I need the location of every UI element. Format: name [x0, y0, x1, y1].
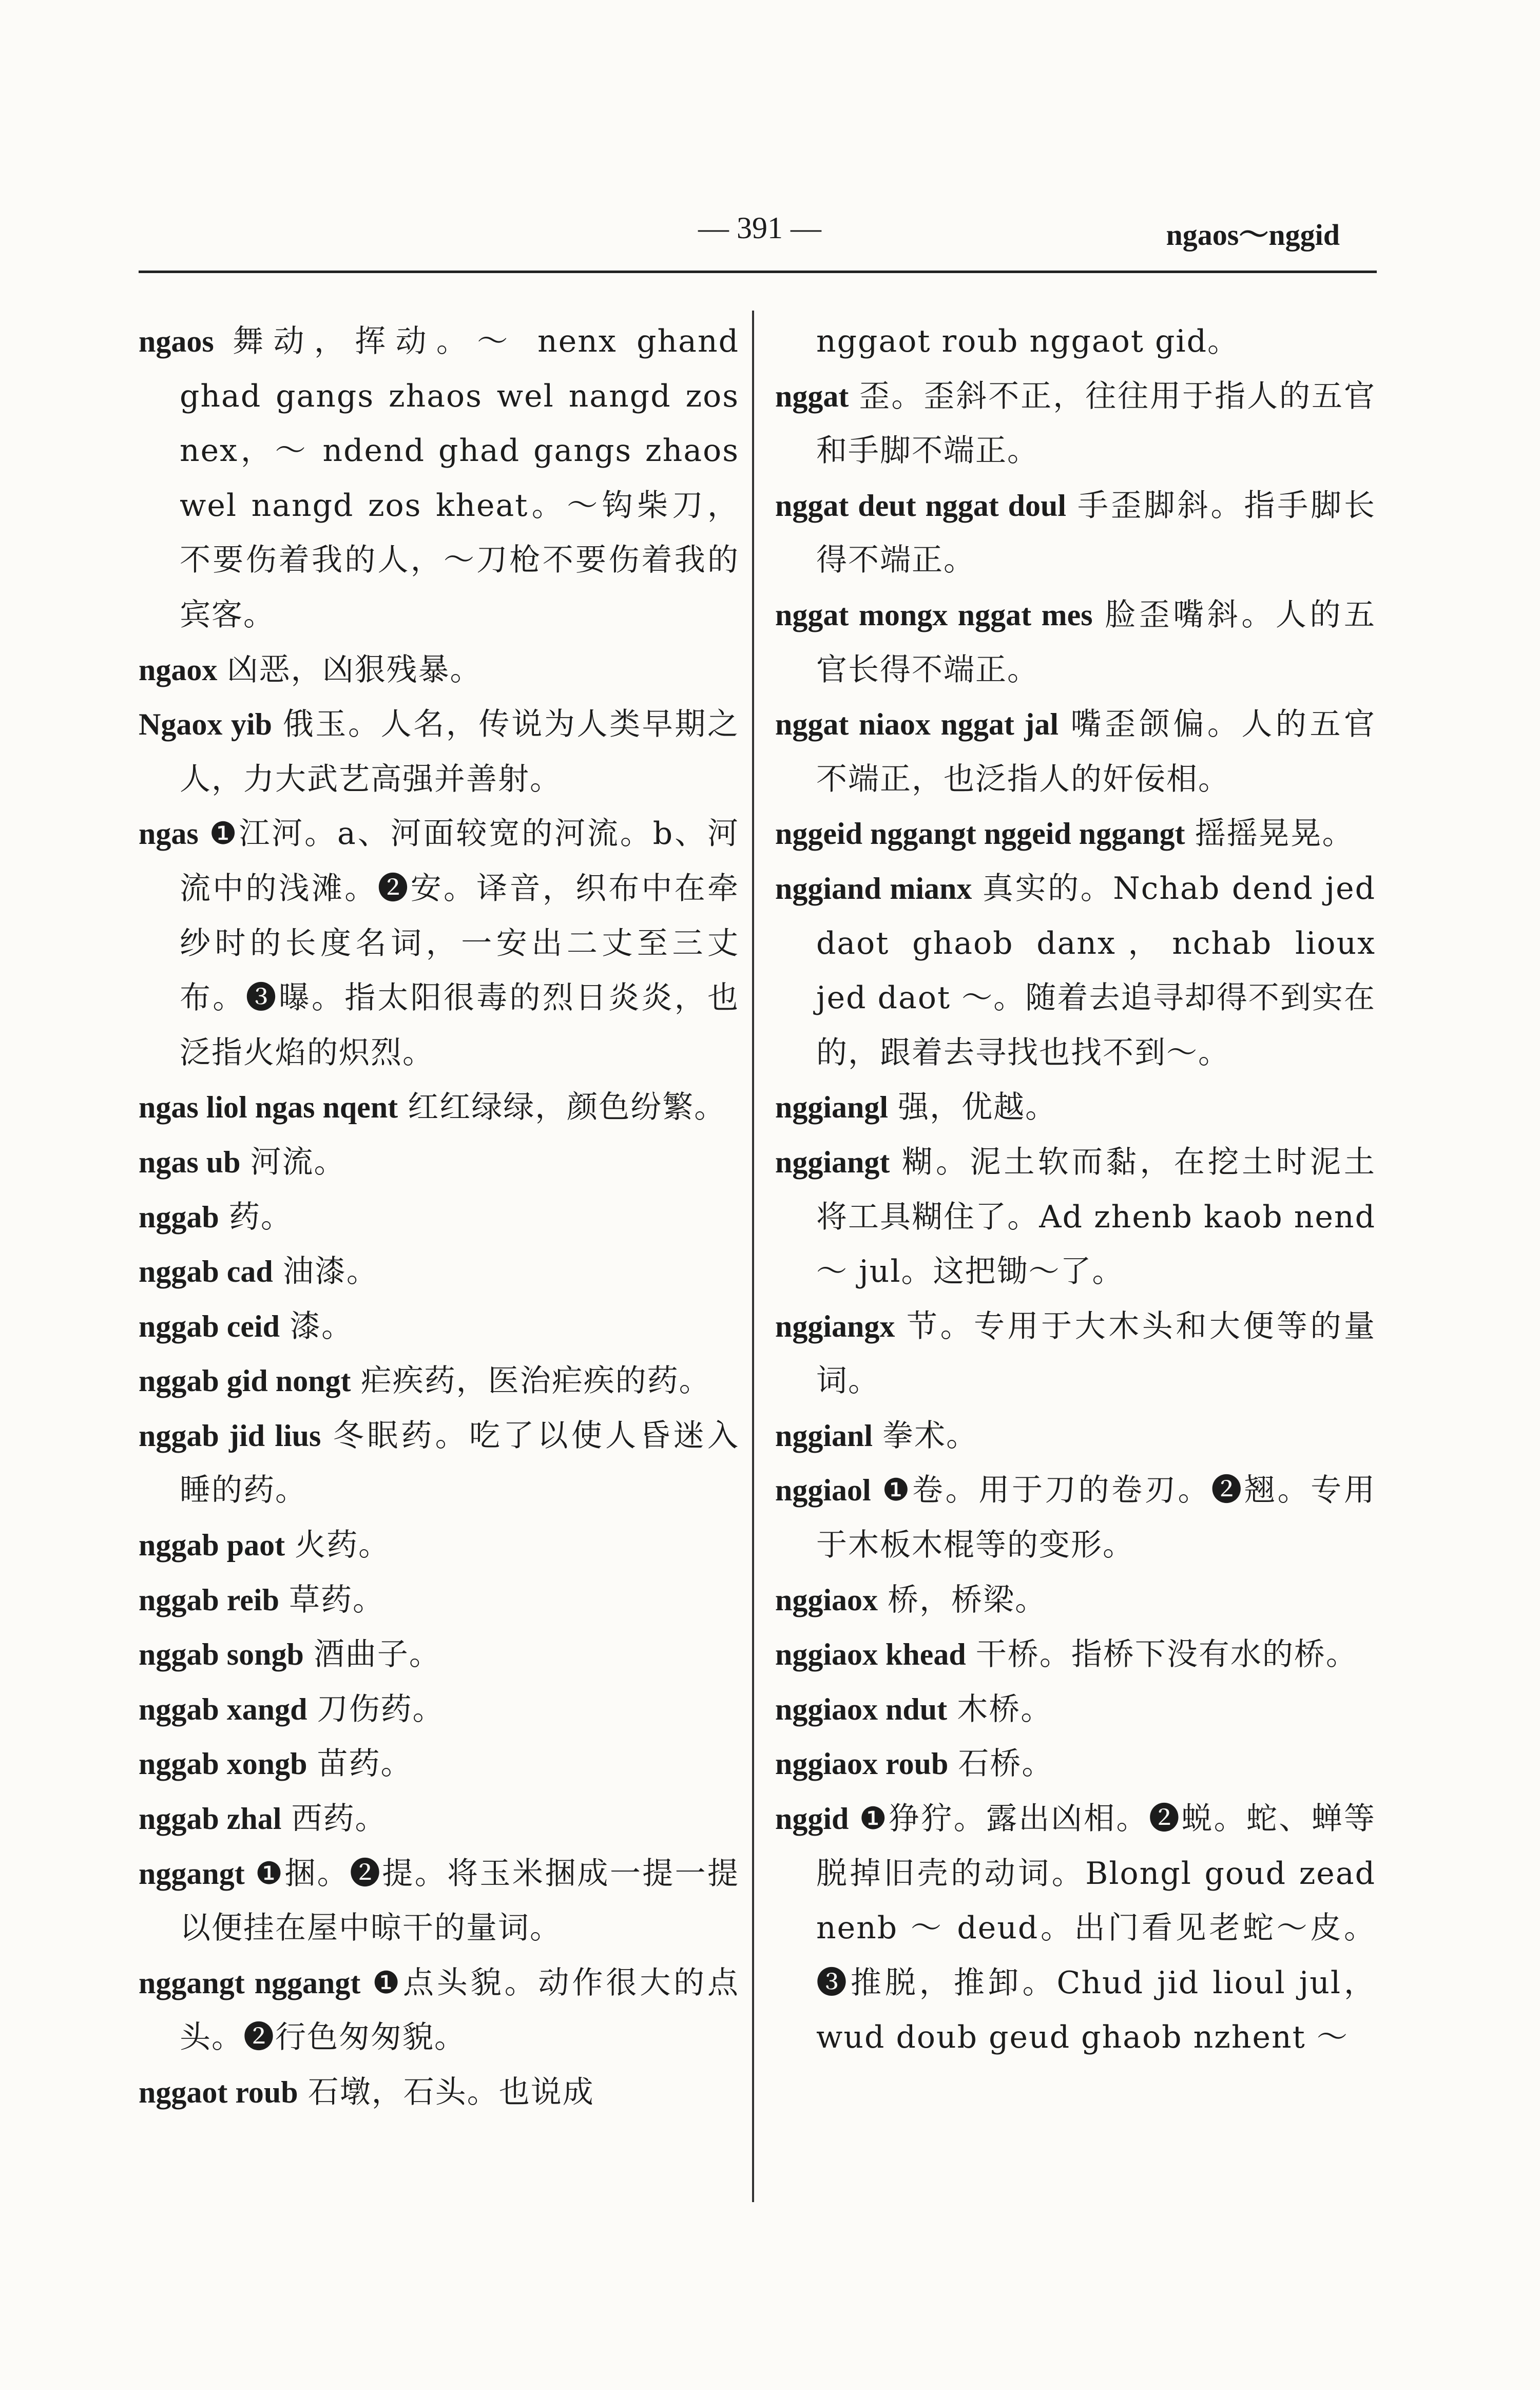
dictionary-entry	[139, 1846, 739, 1956]
column-divider	[752, 311, 754, 2202]
headword: nggiaox	[775, 1583, 878, 1617]
definition: 干桥。指桥下没有水的桥。	[975, 1636, 1358, 1673]
headword: ngas liol ngas nqent	[139, 1090, 398, 1125]
headword: nggat mongx nggat mes	[775, 598, 1093, 632]
headword: nggat niaox nggat jal	[775, 707, 1059, 742]
headword: nggab zhal	[139, 1802, 282, 1836]
definition: 歪。歪斜不正，往往用于指人的五官和手脚不端正。	[816, 378, 1376, 469]
definition: 凶恶，凶狠残暴。	[227, 651, 482, 688]
dictionary-entry	[775, 588, 1376, 697]
definition: 西药。	[291, 1801, 387, 1837]
headword: nggiand mianx	[775, 871, 972, 905]
headword: Ngaox yib	[139, 707, 273, 742]
headword: nggab reib	[139, 1583, 279, 1617]
dictionary-entry	[775, 806, 1376, 861]
definition: ❶狰狞。露出凶相。❷蜕。蛇、蝉等脱掉旧壳的动词。Blongl goud zead nenb ～ deud。出门看见老蛇～皮。❸推脱，推卸。Chud jid lioul jul，wud doub geud ghaob nzhent ～	[816, 1801, 1376, 2056]
headword: nggiangt	[775, 1145, 890, 1179]
definition: 脸歪嘴斜。人的五官长得不端正。	[816, 596, 1376, 688]
dictionary-entry	[139, 1737, 739, 1791]
headword: nggab jid lius	[139, 1418, 321, 1453]
dictionary-entry	[139, 1299, 739, 1354]
header-rule	[139, 271, 1377, 273]
definition: 石桥。	[958, 1746, 1054, 1782]
running-head: ngaos～nggid	[1166, 218, 1340, 252]
definition: 药。	[228, 1199, 293, 1235]
definition: ❶点头貌。动作很大的点头。❷行色匆匆貌。	[180, 1964, 739, 2056]
right-column	[775, 314, 1376, 2065]
dictionary-entry	[775, 1737, 1376, 1791]
dictionary-entry	[775, 369, 1376, 478]
headword: nggiangx	[775, 1309, 895, 1343]
headword: nggiaox khead	[775, 1637, 966, 1672]
headword: nggab cad	[139, 1255, 273, 1289]
dictionary-entry	[139, 806, 739, 1080]
dictionary-entry	[139, 697, 739, 806]
headword: ngas ub	[139, 1145, 241, 1179]
page-number: — 391 —	[698, 211, 821, 245]
dictionary-entry	[139, 1791, 739, 1846]
definition: 舞动，挥动。～ nenx ghand ghad gangs zhaos wel nangd zos nex，～ ndend ghad gangs zhaos wel nangd zos kheat。～钩柴刀，不要伤着我的人，～刀枪不要伤着我的宾客。	[180, 323, 739, 633]
definition: 俄玉。人名，传说为人类早期之人，力大武艺高强并善射。	[180, 706, 740, 797]
definition: 石墩，石头。也说成	[307, 2074, 594, 2110]
headword: nggab	[139, 1200, 219, 1234]
headword: nggab ceid	[139, 1309, 280, 1343]
headword: ngas	[139, 817, 199, 851]
dictionary-entry	[139, 1682, 739, 1737]
headword: nggab songb	[139, 1637, 304, 1672]
definition: 嘴歪颌偏。人的五官不端正，也泛指人的奸佞相。	[816, 706, 1376, 797]
definition: 红红绿绿，颜色纷繁。	[408, 1089, 726, 1126]
definition: 强，优越。	[898, 1089, 1057, 1126]
headword: nggid	[775, 1802, 849, 1836]
headword: nggab xongb	[139, 1747, 307, 1781]
dictionary-entry	[775, 1299, 1376, 1409]
dictionary-entry	[139, 643, 739, 698]
dictionary-entry	[139, 1573, 739, 1628]
definition: 草药。	[289, 1582, 385, 1618]
headword: nggeid nggangt nggeid nggangt	[775, 817, 1185, 851]
definition: 刀伤药。	[317, 1691, 445, 1727]
headword: nggangt	[139, 1856, 245, 1891]
headword: nggiaox roub	[775, 1747, 949, 1781]
definition: 冬眠药。吃了以使人昏迷入睡的药。	[180, 1417, 739, 1509]
definition: 桥，桥梁。	[888, 1582, 1047, 1618]
dictionary-entry	[775, 1682, 1376, 1737]
definition: 漆。	[290, 1308, 354, 1344]
definition: ❶捆。❷提。将玉米捆成一提一提以便挂在屋中晾干的量词。	[180, 1855, 739, 1946]
dictionary-entry	[139, 1518, 739, 1573]
dictionary-entry	[139, 314, 739, 643]
headword: nggat deut nggat doul	[775, 488, 1067, 523]
definition: 酒曲子。	[313, 1636, 441, 1673]
definition: 火药。	[295, 1527, 391, 1564]
definition: ❶江河。a、河面较宽的河流。b、河流中的浅滩。❷安。译音，织布中在牵纱时的长度名词，一安出二丈至三丈布。❸曝。指太阳很毒的烈日炎炎，也泛指火焰的炽烈。	[180, 816, 739, 1071]
definition: 木桥。	[957, 1691, 1053, 1727]
headword: nggianl	[775, 1418, 873, 1453]
dictionary-entry	[775, 1409, 1376, 1463]
definition: 油漆。	[282, 1254, 378, 1290]
headword: nggangt nggangt	[139, 1965, 361, 2000]
dictionary-entry	[775, 1573, 1376, 1628]
dictionary-entry	[139, 1956, 739, 2065]
dictionary-entry	[139, 1409, 739, 1518]
dictionary-entry	[139, 1627, 739, 1682]
headword: nggiaox ndut	[775, 1692, 948, 1726]
headword: nggiaol	[775, 1473, 871, 1508]
definition: 节。专用于大木头和大便等的量词。	[816, 1308, 1376, 1399]
dictionary-entry	[139, 2065, 739, 2120]
definition: 手歪脚斜。指手脚长得不端正。	[816, 487, 1376, 579]
headword: nggiangl	[775, 1090, 889, 1125]
headword: nggab xangd	[139, 1692, 307, 1726]
dictionary-entry	[775, 1135, 1376, 1299]
dictionary-entry	[775, 697, 1376, 806]
definition: 苗药。	[317, 1746, 413, 1782]
left-column	[139, 314, 739, 2120]
definition: 摇摇晃晃。	[1195, 816, 1354, 852]
dictionary-entry	[775, 478, 1376, 588]
definition: 真实的。Nchab dend jed daot ghaob danx，nchab lioux jed daot ～。随着去追寻却得不到实在的，跟着去寻找也找不到～。	[816, 870, 1376, 1071]
definition: 疟疾药，医治疟疾的药。	[360, 1363, 711, 1399]
headword: nggab gid nongt	[139, 1364, 351, 1398]
dictionary-entry	[775, 1463, 1376, 1572]
dictionary-entry	[139, 1244, 739, 1299]
definition: 糊。泥土软而黏，在挖土时泥土将工具糊住了。Ad zhenb kaob nend ～ jul。这把锄～了。	[816, 1144, 1376, 1290]
dictionary-entry	[775, 1080, 1376, 1135]
headword: ngaox	[139, 652, 218, 687]
dictionary-entry	[775, 1791, 1376, 2065]
dictionary-entry	[139, 1135, 739, 1190]
dictionary-entry	[139, 1190, 739, 1245]
dictionary-entry	[775, 1627, 1376, 1682]
headword: nggat	[775, 379, 849, 413]
dictionary-entry	[139, 1080, 739, 1135]
dictionary-entry	[775, 861, 1376, 1080]
dictionary-entry	[139, 1354, 739, 1409]
definition: nggaot roub nggaot gid。	[816, 323, 1240, 359]
headword: nggaot roub	[139, 2075, 298, 2109]
definition: ❶卷。用于刀的卷刃。❷翘。专用于木板木棍等的变形。	[816, 1472, 1376, 1564]
dictionary-entry-continuation	[775, 314, 1376, 369]
headword: ngaos	[139, 324, 214, 358]
headword: nggab paot	[139, 1528, 285, 1563]
definition: 拳术。	[882, 1417, 978, 1454]
definition: 河流。	[250, 1144, 346, 1180]
